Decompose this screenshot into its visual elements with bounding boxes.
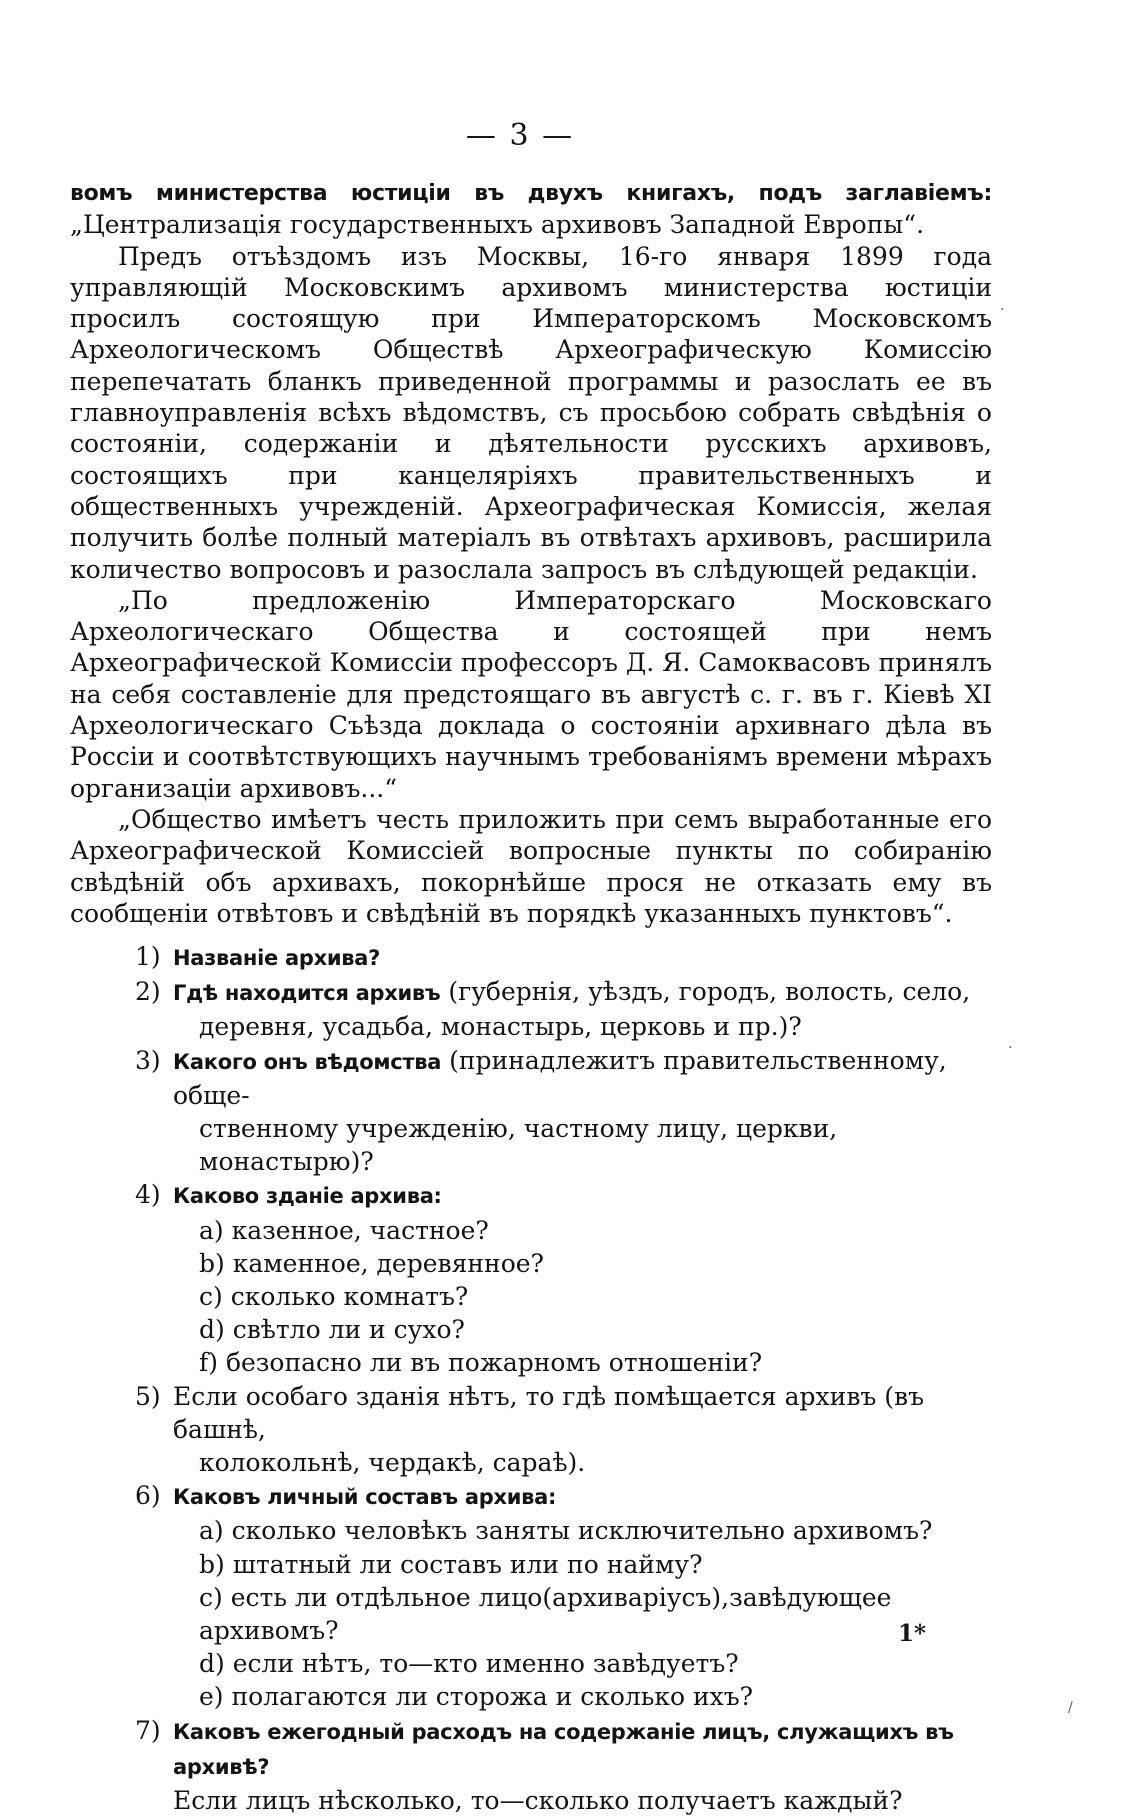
paragraph-quote: „Общество имѣетъ честь приложить при семъ выработанные его Археографической Комиссіей вопросные пункты по собиранію свѣдѣній объ архивахъ, покорнѣйше прося не отказать ему въ сообщеніи отвѣтовъ и свѣдѣній въ порядкѣ указанныхъ пунктовъ“. [70, 804, 992, 928]
question-heading: Гдѣ находится архивъ [173, 981, 441, 1006]
question-number: 7) [135, 1715, 161, 1745]
question-heading: Какого онъ вѣдомства [173, 1049, 442, 1074]
question-item [125, 1380, 1005, 1480]
question-item [125, 1714, 1005, 1817]
sub-question: a) сколько человѣкъ заняты исключительно архивомъ? [199, 1516, 933, 1546]
question-number: 6) [135, 1481, 161, 1511]
paragraph-lead: вомъ министерства юстиціи въ двухъ книгахъ, подъ заглавіемъ: [70, 181, 992, 206]
question-heading: Каковъ ежегодный расходъ на содержаніе лицъ, служащихъ въ архивѣ? [173, 1719, 954, 1779]
print-speck: / [1068, 1700, 1073, 1716]
questionnaire-list [125, 940, 1005, 1817]
question-heading: Каково зданіе архива: [173, 1184, 442, 1209]
sub-question: a) казенное, частное? [199, 1215, 489, 1245]
question-item [125, 1044, 1005, 1179]
question-number: 2) [135, 977, 161, 1007]
question-heading: Названіе архива? [173, 946, 380, 970]
question-text: (губернія, уѣздъ, городъ, волость, село, [440, 977, 971, 1007]
question-item [125, 1178, 1005, 1213]
question-text: Если особаго зданія нѣтъ, то гдѣ помѣщается архивъ (въ башнѣ, [173, 1381, 924, 1444]
print-speck: . [1008, 1036, 1013, 1052]
body-text [70, 176, 992, 929]
sub-question: c) есть ли отдѣльное лицо(архиваріусъ),завѣдующее архивомъ? [199, 1582, 892, 1646]
paragraph-continuation [70, 176, 992, 241]
question-continuation: колокольнѣ, чердакѣ, сараѣ). [199, 1448, 586, 1478]
paragraph: Предъ отъѣздомъ изъ Москвы, 16-го января 1899 года управляющій Московскимъ архивомъ министерства юстиціи просилъ состоящую при Императорскомъ Московскомъ Археологическомъ Обществѣ Археографическую Комиссію перепечатать бланкъ приведенной программы и разослать ее въ главноуправленія всѣхъ вѣдомствъ, съ просьбою собрать свѣдѣнія о состояніи, содержаніи и дѣятельности русскихъ архивовъ, состоящихъ при канцеляріяхъ правительственныхъ и общественныхъ учрежденій. Археографическая Комиссія, желая получить болѣе полный матеріалъ въ отвѣтахъ архивовъ, расширила количество вопросовъ и разослала запросъ въ слѣдующей редакціи. [70, 241, 992, 584]
sub-question: c) сколько комнатъ? [199, 1282, 469, 1312]
sub-question: d) если нѣтъ, то—кто именно завѣдуетъ? [199, 1649, 739, 1679]
question-continuation: деревня, усадьба, монастырь, церковь и пр.)? [199, 1012, 802, 1042]
question-number: 5) [135, 1381, 161, 1411]
paragraph-quote: „По предложенію Императорскаго Московскаго Археологическаго Общества и состоящей при немъ Археографической Комиссіи профессоръ Д. Я. Самоквасовъ принялъ на себя составленіе для предстоящаго въ августѣ с. г. въ г. Кіевѣ XI Археологическаго Съѣзда доклада о состояніи архивнаго дѣла въ Россіи и соотвѣтствующихъ научнымъ требованіямъ времени мѣрахъ организаціи архивовъ...“ [70, 585, 992, 803]
question-text: (принадлежитъ правительственному, обще- [173, 1045, 947, 1110]
question-item [125, 940, 1005, 975]
question-number: 4) [135, 1180, 161, 1210]
question-number: 3) [135, 1045, 161, 1075]
question-heading: Каковъ личный составъ архива: [173, 1485, 557, 1510]
sub-question: d) свѣтло ли и сухо? [199, 1315, 465, 1345]
sub-question: f) безопасно ли въ пожарномъ отношеніи? [199, 1348, 763, 1378]
question-item [125, 975, 1005, 1043]
sub-question: e) полагаются ли сторожа и сколько ихъ? [199, 1682, 754, 1712]
question-continuation: Если лицъ нѣсколько, то—сколько получаетъ каждый? [173, 1786, 903, 1816]
signature-mark: 1* [898, 1620, 927, 1647]
sub-question: b) штатный ли составъ или по найму? [199, 1549, 703, 1579]
paragraph-text: „Централизація государственныхъ архивовъ Западной Европы“. [70, 210, 925, 240]
question-continuation: ственному учрежденію, частному лицу, церкви, монастырю)? [199, 1114, 838, 1177]
question-number: 1) [135, 942, 161, 971]
page-number: — 3 — [465, 118, 575, 153]
question-item [125, 1479, 1005, 1514]
print-speck: . [1000, 298, 1005, 314]
sub-question: b) каменное, деревянное? [199, 1248, 544, 1278]
